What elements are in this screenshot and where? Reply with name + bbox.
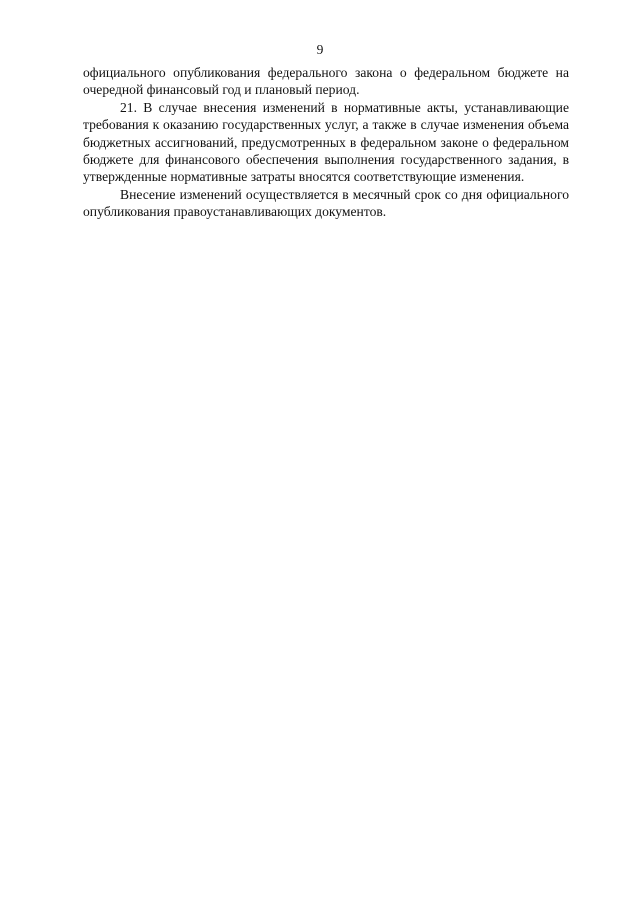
- paragraph-amendments-timing: Внесение изменений осуществляется в месячный срок со дня официального опубликования правоустанавливающих документов.: [83, 186, 569, 220]
- paragraph-21: 21. В случае внесения изменений в нормативные акты, устанавливающие требования к оказанию государственных услуг, а также в случае изменения объема бюджетных ассигнований, предусмотренных в федеральном законе о федеральном бюджете для финансового обеспечения выполнения государственного задания, в утвержденные нормативные затраты вносятся соответствующие изменения.: [83, 99, 569, 185]
- document-body: [83, 64, 569, 221]
- paragraph-continuation: официального опубликования федерального закона о федеральном бюджете на очередной финансовый год и плановый период.: [83, 65, 569, 98]
- page-number: 9: [316, 42, 324, 57]
